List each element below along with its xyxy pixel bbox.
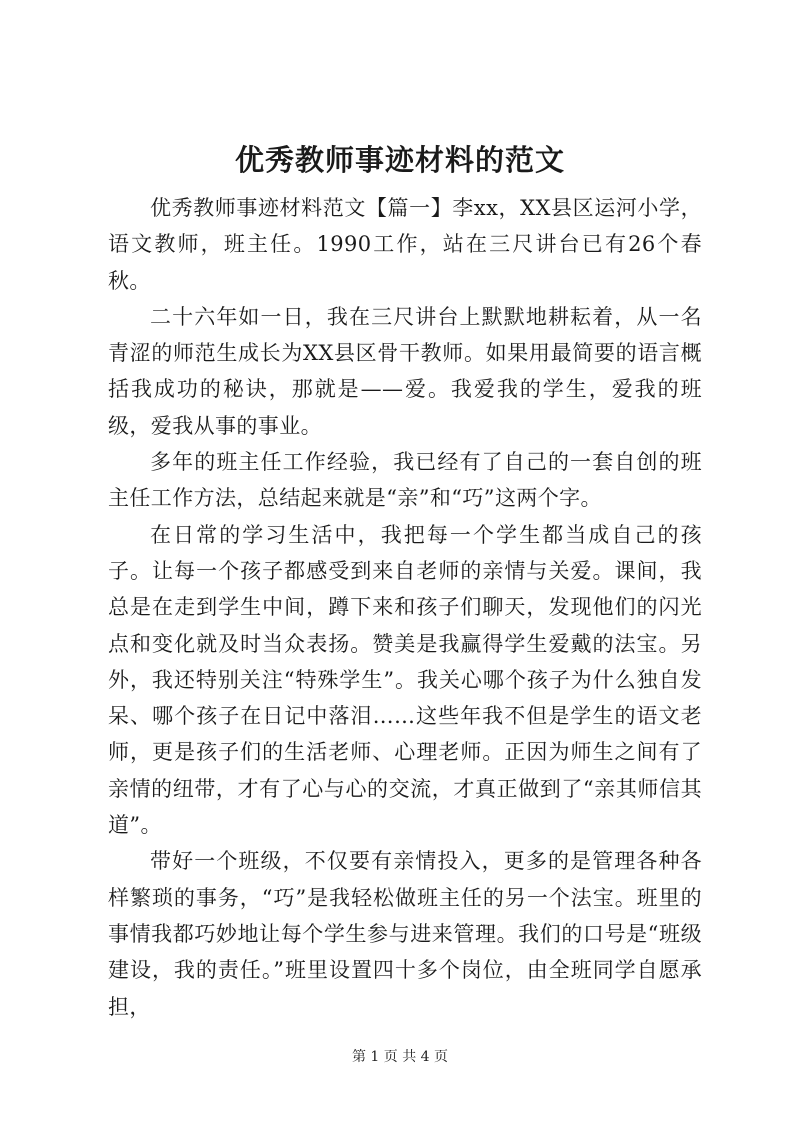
paragraph-5: 带好一个班级，不仅要有亲情投入，更多的是管理各种各样繁琐的事务，“巧”是我轻松做班主任的另一个法宝。班里的事情我都巧妙地让每个学生参与进来管理。我们的口号是“班级建设，我的责任。”班里设置四十多个岗位，由全班同学自愿承担，	[108, 849, 702, 1019]
paragraph-3: 多年的班主任工作经验，我已经有了自己的一套自创的班主任工作方法，总结起来就是“亲”和“巧”这两个字。	[108, 450, 702, 511]
page-number-footer: 第 1 页 共 4 页	[351, 1049, 449, 1065]
document-body	[108, 190, 702, 1025]
document-title: 优秀教师事迹材料的范文	[234, 143, 565, 177]
paragraph-1: 优秀教师事迹材料范文【篇一】李xx，XX县区运河小学，语文教师，班主任。1990工作，站在三尺讲台已有26个春秋。	[108, 196, 702, 293]
paragraph-4: 在日常的学习生活中，我把每一个学生都当成自己的孩子。让每一个孩子都感受到来自老师的亲情与关爱。课间，我总是在走到学生中间，蹲下来和孩子们聊天，发现他们的闪光点和变化就及时当众表扬。赞美是我赢得学生爱戴的法宝。另外，我还特别关注“特殊学生”。我关心哪个孩子为什么独自发呆、哪个孩子在日记中落泪……这些年我不但是学生的语文老师，更是孩子们的生活老师、心理老师。正因为师生之间有了亲情的纽带，才有了心与心的交流，才真正做到了“亲其师信其道”。	[108, 522, 702, 838]
paragraph-2: 二十六年如一日，我在三尺讲台上默默地耕耘着，从一名青涩的师范生成长为XX县区骨干教师。如果用最简要的语言概括我成功的秘诀，那就是——爱。我爱我的学生，爱我的班级，爱我从事的事业。	[108, 304, 702, 438]
